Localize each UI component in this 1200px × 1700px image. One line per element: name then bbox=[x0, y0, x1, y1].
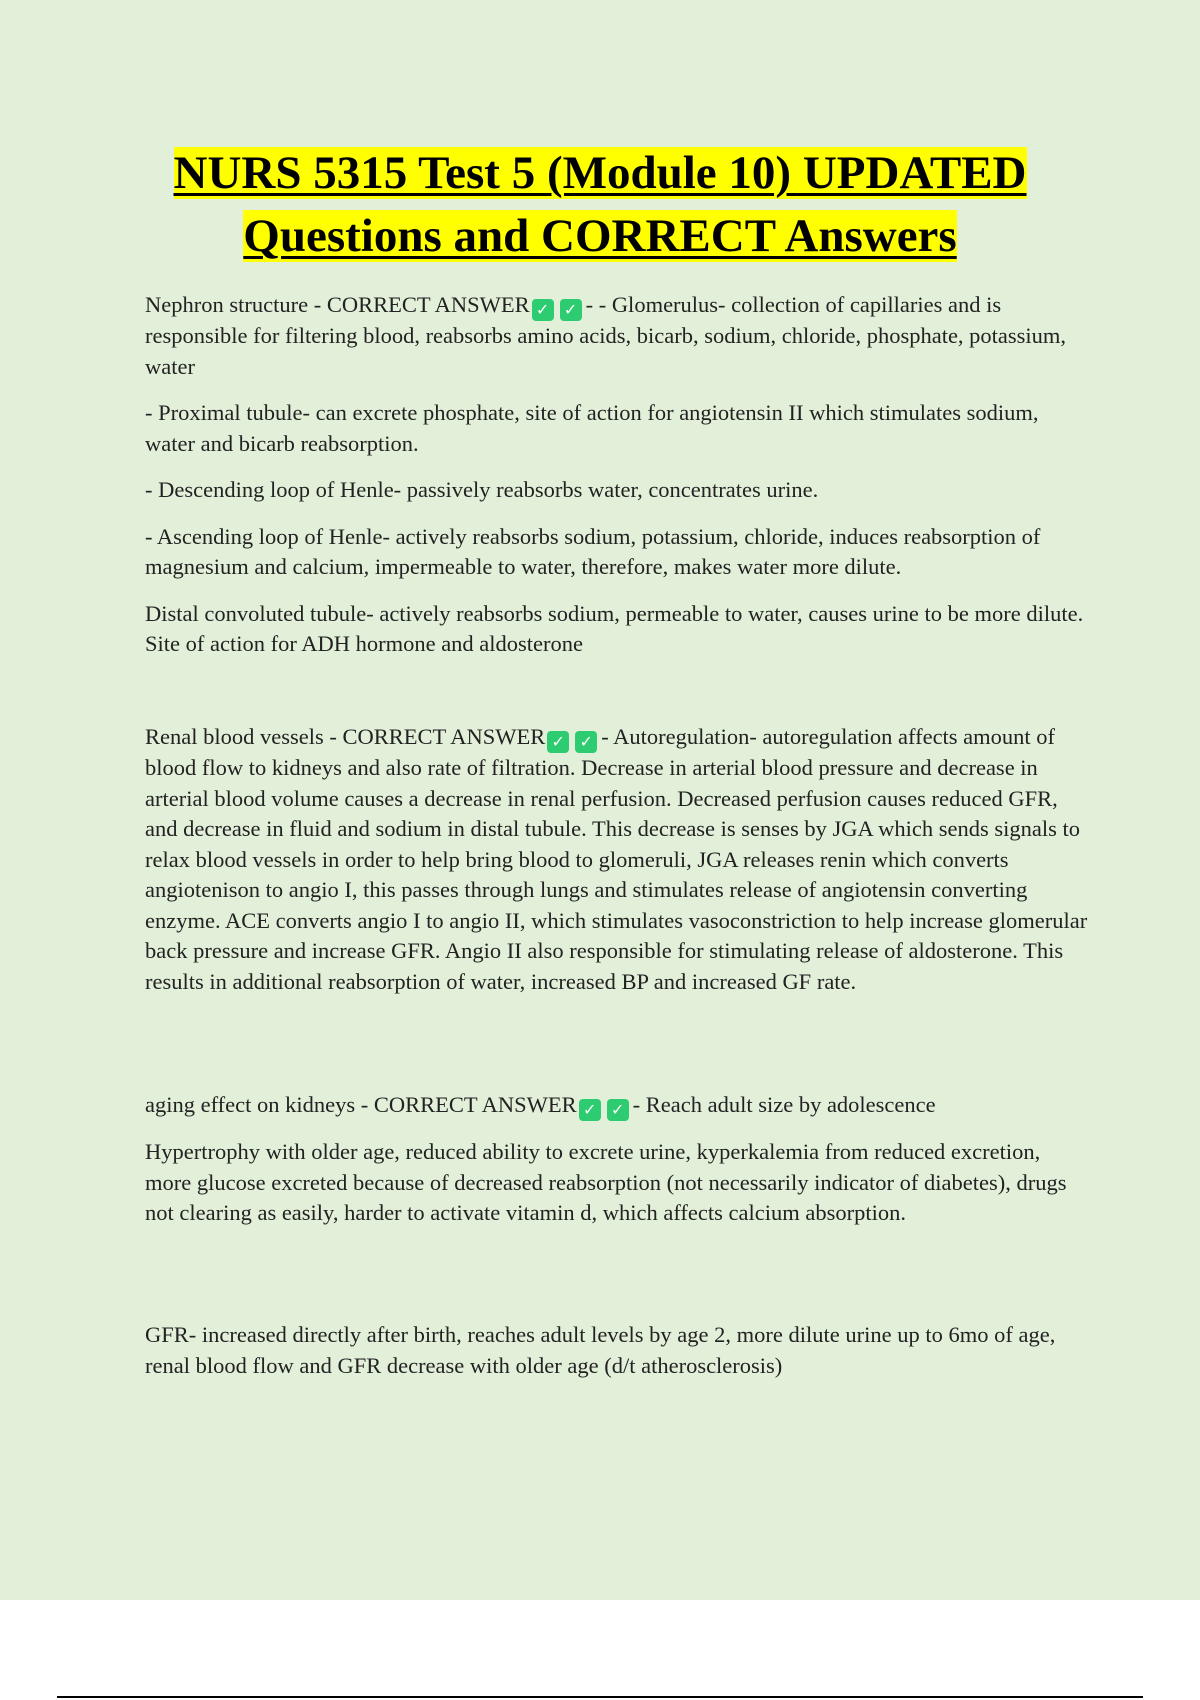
answer-paragraph: - Proximal tubule- can excrete phosphate, site of action for angiotensin II which stimulates sodium, water and bicarb reabsorption. bbox=[145, 400, 1039, 456]
check-box-icon: ✓ bbox=[575, 731, 597, 753]
page-divider bbox=[57, 1696, 1143, 1698]
answer-paragraph: GFR- increased directly after birth, reaches adult levels by age 2, more dilute urine up to 6mo of age, renal blood flow and GFR decrease with older age (d/t atherosclerosis) bbox=[145, 1322, 1056, 1378]
correct-answer-label: CORRECT ANSWER bbox=[326, 292, 530, 317]
correct-answer-label: CORRECT ANSWER bbox=[373, 1092, 577, 1117]
section-nephron-structure bbox=[145, 290, 1090, 676]
question-paragraph bbox=[145, 722, 1090, 997]
check-box-icon: ✓ bbox=[607, 1099, 629, 1121]
answer-paragraph: - Ascending loop of Henle- actively reabsorbs sodium, potassium, chloride, induces reabsorption of magnesium and calcium, impermeable to water, therefore, makes water more dilute. bbox=[145, 523, 1041, 579]
title-line-1: NURS 5315 Test 5 (Module 10) UPDATED bbox=[173, 147, 1027, 199]
check-box-icon: ✓ bbox=[560, 299, 582, 321]
section-aging-effect-on-kidneys bbox=[145, 1090, 1090, 1245]
answer-text: - Reach adult size by adolescence bbox=[632, 1092, 936, 1117]
answer-paragraph: - Descending loop of Henle- passively reabsorbs water, concentrates urine. bbox=[145, 477, 819, 502]
answer-text: - - Glomerulus- collection of capillaries and is responsible for filtering blood, reabsorbs amino acids, bicarb, sodium, chloride, phosphate, potassium, water bbox=[145, 292, 1067, 379]
check-box-icon: ✓ bbox=[547, 731, 569, 753]
answer-text: - Autoregulation- autoregulation affects amount of blood flow to kidneys and also rate of filtration. Decrease in arterial blood pressure and decrease in arterial blood volume causes a decrease in renal perfusion. Decreased perfusion causes reduced GFR, and decrease in fluid and sodium in distal tubule. This decrease is senses by JGA which sends signals to relax blood vessels in order to help bring blood to glomeruli, JGA releases renin which converts angiotenison to angio I, this passes through lungs and stimulates release of angiotensin converting enzyme. ACE converts angio I to angio II, which stimulates vasoconstriction to help increase glomerular back pressure and increase GFR. Angio II also responsible for stimulating release of aldosterone. This results in additional reabsorption of water, increased BP and increased GF rate. bbox=[145, 724, 1088, 994]
question-topic: Renal blood vessels - bbox=[145, 724, 343, 749]
section-gfr-note bbox=[145, 1320, 1090, 1397]
answer-paragraph: Hypertrophy with older age, reduced ability to excrete urine, kyperkalemia from reduced excretion, more glucose excreted because of decreased reabsorption (not necessarily indicator of diabetes), drugs not clearing as easily, harder to activate vitamin d, which affects calcium absorption. bbox=[145, 1139, 1067, 1225]
question-paragraph bbox=[145, 290, 1090, 382]
title-line-2: Questions and CORRECT Answers bbox=[243, 210, 957, 262]
document-title bbox=[0, 142, 1200, 268]
answer-paragraph: Distal convoluted tubule- actively reabsorbs sodium, permeable to water, causes urine to be more dilute. Site of action for ADH hormone and aldosterone bbox=[145, 600, 1084, 656]
correct-answer-label: CORRECT ANSWER bbox=[342, 724, 546, 749]
question-paragraph bbox=[145, 1090, 1090, 1121]
section-renal-blood-vessels bbox=[145, 722, 1090, 1013]
question-topic: aging effect on kidneys - bbox=[145, 1092, 374, 1117]
check-box-icon: ✓ bbox=[579, 1099, 601, 1121]
question-topic: Nephron structure - bbox=[145, 292, 327, 317]
check-box-icon: ✓ bbox=[532, 299, 554, 321]
